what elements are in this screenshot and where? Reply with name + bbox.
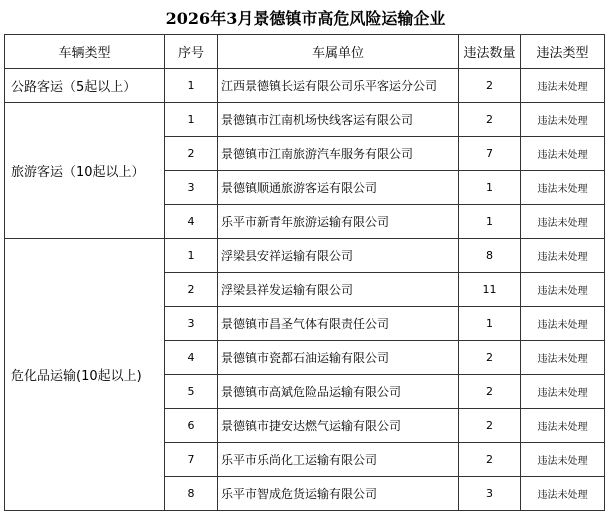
serial-cell: 8 — [165, 477, 218, 511]
header-serial: 序号 — [165, 35, 218, 69]
unit-cell: 景德镇顺通旅游客运有限公司 — [218, 171, 459, 205]
table-row — [5, 239, 605, 273]
vehicle-type-cell: 危化品运输(10起以上) — [5, 239, 165, 511]
vehicle-type-cell: 旅游客运（10起以上） — [5, 103, 165, 239]
violation-count-cell: 1 — [459, 205, 521, 239]
unit-cell: 景德镇市高斌危险品运输有限公司 — [218, 375, 459, 409]
violation-count-cell: 7 — [459, 137, 521, 171]
header-vehicle-type: 车辆类型 — [5, 35, 165, 69]
unit-cell: 景德镇市昌圣气体有限责任公司 — [218, 307, 459, 341]
violation-count-cell: 1 — [459, 171, 521, 205]
header-unit: 车属单位 — [218, 35, 459, 69]
violation-count-cell: 2 — [459, 341, 521, 375]
violation-type-cell: 违法未处理 — [521, 307, 605, 341]
violation-type-cell: 违法未处理 — [521, 443, 605, 477]
serial-cell: 4 — [165, 341, 218, 375]
unit-cell: 乐平市乐尚化工运输有限公司 — [218, 443, 459, 477]
violation-type-cell: 违法未处理 — [521, 409, 605, 443]
violation-count-cell: 2 — [459, 375, 521, 409]
enterprise-table — [4, 34, 605, 511]
table-row — [5, 69, 605, 103]
violation-type-cell: 违法未处理 — [521, 137, 605, 171]
unit-cell: 浮梁县祥发运输有限公司 — [218, 273, 459, 307]
unit-cell: 景德镇市瓷都石油运输有限公司 — [218, 341, 459, 375]
violation-type-cell: 违法未处理 — [521, 103, 605, 137]
violation-count-cell: 2 — [459, 103, 521, 137]
violation-count-cell: 1 — [459, 307, 521, 341]
serial-cell: 4 — [165, 205, 218, 239]
header-violation-count: 违法数量 — [459, 35, 521, 69]
violation-type-cell: 违法未处理 — [521, 69, 605, 103]
vehicle-type-cell: 公路客运（5起以上） — [5, 69, 165, 103]
unit-cell: 乐平市智成危货运输有限公司 — [218, 477, 459, 511]
violation-count-cell: 8 — [459, 239, 521, 273]
serial-cell: 2 — [165, 273, 218, 307]
violation-count-cell: 2 — [459, 69, 521, 103]
document-title: 2026年3月景德镇市高危风险运输企业 — [165, 8, 446, 28]
serial-cell: 7 — [165, 443, 218, 477]
violation-count-cell: 11 — [459, 273, 521, 307]
serial-cell: 3 — [165, 307, 218, 341]
unit-cell: 景德镇市捷安达燃气运输有限公司 — [218, 409, 459, 443]
violation-count-cell: 2 — [459, 409, 521, 443]
violation-type-cell: 违法未处理 — [521, 239, 605, 273]
unit-cell: 浮梁县安祥运输有限公司 — [218, 239, 459, 273]
serial-cell: 3 — [165, 171, 218, 205]
serial-cell: 2 — [165, 137, 218, 171]
unit-cell: 江西景德镇长运有限公司乐平客运分公司 — [218, 69, 459, 103]
serial-cell: 1 — [165, 239, 218, 273]
violation-type-cell: 违法未处理 — [521, 341, 605, 375]
violation-type-cell: 违法未处理 — [521, 477, 605, 511]
violation-type-cell: 违法未处理 — [521, 375, 605, 409]
table-row — [5, 103, 605, 137]
unit-cell: 景德镇市江南旅游汽车服务有限公司 — [218, 137, 459, 171]
serial-cell: 1 — [165, 69, 218, 103]
serial-cell: 6 — [165, 409, 218, 443]
violation-type-cell: 违法未处理 — [521, 273, 605, 307]
unit-cell: 乐平市新青年旅游运输有限公司 — [218, 205, 459, 239]
violation-count-cell: 3 — [459, 477, 521, 511]
unit-cell: 景德镇市江南机场快线客运有限公司 — [218, 103, 459, 137]
serial-cell: 5 — [165, 375, 218, 409]
violation-count-cell: 2 — [459, 443, 521, 477]
header-violation-type: 违法类型 — [521, 35, 605, 69]
table-header-row — [5, 35, 605, 69]
violation-type-cell: 违法未处理 — [521, 205, 605, 239]
serial-cell: 1 — [165, 103, 218, 137]
violation-type-cell: 违法未处理 — [521, 171, 605, 205]
